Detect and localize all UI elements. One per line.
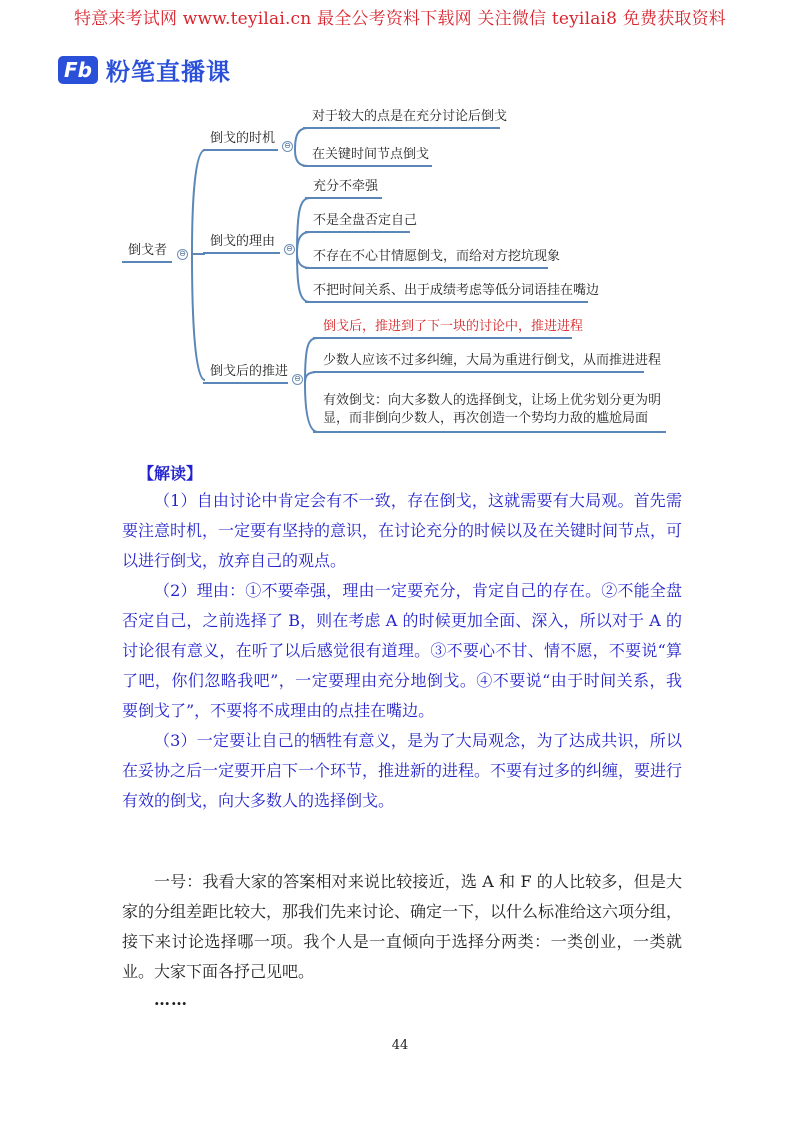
branch-label-timing: 倒戈的时机 <box>210 131 276 146</box>
mind-map <box>0 0 800 460</box>
connector-2-1 <box>297 198 310 253</box>
leaf-reason-3: 不存在不心甘情愿倒戈，而给对方挖坑现象 <box>313 249 561 264</box>
analysis-body <box>122 486 682 816</box>
leaf-after-2: 少数人应该不过多纠缠，大局为重进行倒戈，从而推进进程 <box>323 353 662 368</box>
ellipsis: …… <box>154 990 188 1009</box>
analysis-paragraph-2: （2）理由：①不要牵强，理由一定要充分，肯定自己的存在。②不能全盘否定自己，之前选择了 B，则在考虑 A 的时候更加全面、深入，所以对于 A 的讨论很有意义，在听了以后感觉很有道理。③不要心不甘、情不愿，不要说“算了吧，你们忽略我吧”，一定要理由充分地倒戈。④不要说“由于时间关系，我要倒戈了”，不要将不成理由的点挂在嘴边。 <box>122 581 682 720</box>
mindmap-root: 倒戈者 <box>128 243 168 258</box>
collapse-branch-2-icon[interactable]: ⊖ <box>284 244 295 255</box>
connector-branch-1 <box>192 150 205 254</box>
watermark-banner[interactable]: 特意来考试网 www.teyilai.cn 最全公考资料下载网 关注微信 teyilai8 免费获取资料 <box>73 9 727 29</box>
branch-label-after: 倒戈后的推进 <box>210 364 289 379</box>
leaf-reason-4: 不把时间关系、出于成绩考虑等低分词语挂在嘴边 <box>313 283 600 298</box>
brand-name: 粉笔直播课 <box>106 58 231 86</box>
collapse-root-icon[interactable]: ⊖ <box>177 249 188 260</box>
connector-2-3 <box>297 253 310 268</box>
collapse-branch-1-icon[interactable]: ⊖ <box>282 141 293 152</box>
page-number: 44 <box>391 1038 409 1053</box>
leaf-after-1: 倒戈后，推进到了下一块的讨论中，推进进程 <box>323 319 584 334</box>
dialog-block <box>122 867 682 987</box>
dialog-paragraph: 一号：我看大家的答案相对来说比较接近，选 A 和 F 的人比较多，但是大家的分组差距比较大，那我们先来讨论、确定一下，以什么标准给这六项分组，接下来讨论选择哪一项。我个人是一直倾向于选择分两类：一类创业，一类就业。大家下面各抒己见吧。 <box>122 872 683 981</box>
connector-3-3 <box>305 383 318 432</box>
connector-branch-3 <box>192 254 205 380</box>
fenbi-logo-icon: Fb <box>58 56 98 84</box>
connector-1-1 <box>295 128 308 150</box>
analysis-paragraph-1: （1）自由讨论中肯定会有不一致，存在倒戈，这就需要有大局观。首先需要注意时机，一定要有坚持的意识，在讨论充分的时候以及在关键时间节点，可以进行倒戈，放弃自己的观点。 <box>122 491 683 570</box>
connector-3-2 <box>305 372 318 383</box>
branch-label-reason: 倒戈的理由 <box>210 234 276 249</box>
analysis-heading: 【解读】 <box>138 464 203 483</box>
leaf-reason-1: 充分不牵强 <box>313 179 379 194</box>
mind-map-connectors <box>0 0 800 460</box>
leaf-reason-2: 不是全盘否定自己 <box>313 213 418 228</box>
leaf-timing-2: 在关键时间节点倒戈 <box>312 147 430 162</box>
collapse-branch-3-icon[interactable]: ⊖ <box>292 374 303 385</box>
connector-1-2 <box>295 150 308 166</box>
analysis-paragraph-3: （3）一定要让自己的牺牲有意义，是为了大局观念，为了达成共识，所以在妥协之后一定要开启下一个环节，推进新的进程。不要有过多的纠缠，要进行有效的倒戈，向大多数人的选择倒戈。 <box>122 731 683 810</box>
leaf-after-3: 有效倒戈：向大多数人的选择倒戈，让场上优劣划分更为明显，而非倒向少数人，再次创造一个势均力敌的尴尬局面 <box>323 393 662 426</box>
connector-2-2 <box>297 232 310 253</box>
leaf-timing-1: 对于较大的点是在充分讨论后倒戈 <box>312 109 508 124</box>
